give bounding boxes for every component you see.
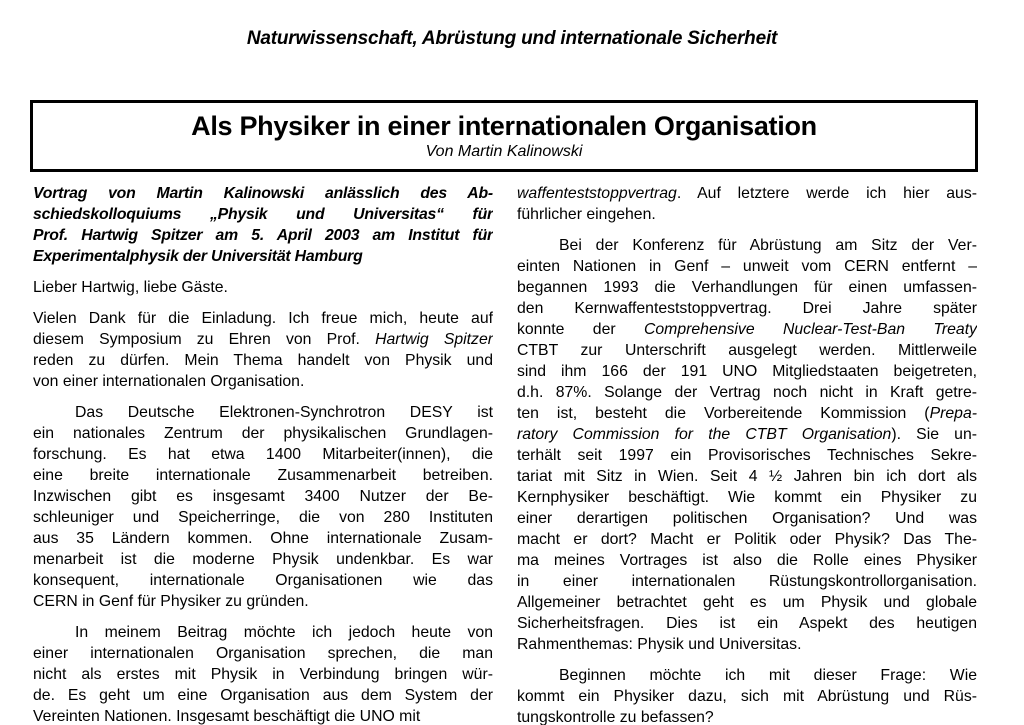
paragraph [33, 277, 493, 298]
running-header-text: Naturwissenschaft, Abrüstung und internationale Sicherheit [246, 28, 778, 49]
text-line: Prof. Hartwig Spitzer am 5. April 2003 am Institut für [33, 227, 493, 244]
text-line: Kernphysiker beschäftigt. Wie kommt ein Physiker zu [517, 489, 977, 506]
text-line: de. Es geht um eine Organisation aus dem System der [33, 687, 493, 704]
text-line: tungskontrolle zu befassen? [517, 709, 714, 725]
text-line: schleuniger und Speicherringe, die von 280 Instituten [33, 509, 493, 526]
text-line: Rahmenthemas: Physik und Universitas. [517, 636, 802, 653]
text-line: einten Nationen in Genf – unweit vom CERN entfernt – [517, 258, 977, 275]
text-line: Vielen Dank für die Einladung. Ich freue mich, heute auf [33, 310, 493, 327]
paragraph [517, 183, 977, 225]
text-line: konsequent, internationale Organisationen wie das [33, 572, 493, 589]
left-column [33, 183, 493, 725]
text-line: Bei der Konferenz für Abrüstung am Sitz der Ver- [559, 237, 977, 254]
text-line: Das Deutsche Elektronen-Synchrotron DESY ist [75, 404, 493, 421]
text-line: Sicherheitsfragen. Dies ist ein Aspekt des heutigen [517, 615, 977, 632]
text-line: Inzwischen gibt es insgesamt 3400 Nutzer der Be- [33, 488, 493, 505]
right-column [517, 183, 977, 725]
paragraph [517, 235, 977, 655]
text-line: begannen 1993 die Verhandlungen für einen umfassen- [517, 279, 977, 296]
text-line: von einer internationalen Organisation. [33, 373, 305, 390]
text-line: nicht als erstes mit Physik in Verbindung bringen wür- [33, 666, 493, 683]
text-line: ein nationales Zentrum der physikalischen Grundlagen- [33, 425, 493, 442]
text-line: Beginnen möchte ich mit dieser Frage: Wie [559, 667, 977, 684]
text-line: schiedskolloquiums „Physik und Universitas“ für [33, 206, 493, 223]
italic-text: Comprehensive Nuclear-Test-Ban Treaty [643, 321, 977, 338]
article-body [33, 183, 977, 725]
text-line: den Kernwaffenteststoppvertrag. Drei Jahre später [517, 300, 977, 317]
text-line: einer derartigen politischen Organisation? Und was [517, 510, 977, 527]
text-line: kommt ein Physiker dazu, sich mit Abrüstung und Rüs- [517, 688, 977, 705]
text-line: einer internationalen Organisation sprechen, die man [33, 645, 493, 662]
article-title: Als Physiker in einer internationalen Organisation [191, 111, 817, 141]
text-line: waffenteststoppvertrag. Auf letztere werde ich hier aus- [517, 185, 977, 202]
text-line: konnte der Comprehensive Nuclear-Test-Ban Treaty [517, 321, 977, 338]
text-line: Vereinten Nationen. Insgesamt beschäftigt die UNO mit [33, 708, 421, 725]
italic-text: Prepa- [929, 405, 977, 422]
text-line: diesem Symposium zu Ehren von Prof. Hartwig Spitzer [33, 331, 493, 348]
text-line: Allgemeiner betrachtet geht es um Physik und globale [517, 594, 977, 611]
text-line: ma meines Vortrages ist also die Rolle eines Physiker [517, 552, 977, 569]
italic-text: Hartwig Spitzer [375, 331, 493, 348]
text-line: tariat mit Sitz in Wien. Seit 4 ½ Jahren bin ich dort als [517, 468, 977, 485]
paragraph [517, 665, 977, 725]
text-line: In meinem Beitrag möchte ich jedoch heute von [75, 624, 493, 641]
paragraph [33, 622, 493, 725]
running-header [0, 28, 1024, 50]
text-line: Lieber Hartwig, liebe Gäste. [33, 279, 228, 296]
text-line: macht er dort? Macht er Politik oder Physik? Das The- [517, 531, 977, 548]
article-byline: Von Martin Kalinowski [425, 143, 583, 160]
italic-text: ratory Commission for the CTBT Organisation [517, 426, 892, 443]
paragraph [33, 402, 493, 612]
text-line: führlicher eingehen. [517, 206, 656, 223]
text-line: ten ist, besteht die Vorbereitende Kommission (Prepa- [517, 405, 977, 422]
text-line: terhält seit 1997 ein Provisorisches Technisches Sekre- [517, 447, 977, 464]
paragraph [33, 183, 493, 267]
text-line: aus 35 Ländern kommen. Ohne internationale Zusam- [33, 530, 493, 547]
text-line: d.h. 87%. Solange der Vertrag noch nicht in Kraft getre- [517, 384, 977, 401]
text-line: in einer internationalen Rüstungskontrollorganisation. [517, 573, 977, 590]
text-line: menarbeit ist die moderne Physik undenkbar. Es war [33, 551, 493, 568]
italic-text: waffenteststoppvertrag [517, 185, 677, 202]
text-line: Experimentalphysik der Universität Hamburg [33, 248, 363, 265]
article-title-box [30, 100, 978, 172]
text-line: sind ihm 166 der 191 UNO Mitgliedstaaten beigetreten, [517, 363, 977, 380]
text-line: eine breite internationale Zusammenarbeit betreiben. [33, 467, 493, 484]
paragraph [33, 308, 493, 392]
text-line: CERN in Genf für Physiker zu gründen. [33, 593, 309, 610]
text-line: Vortrag von Martin Kalinowski anlässlich des Ab- [33, 185, 493, 202]
text-line: reden zu dürfen. Mein Thema handelt von Physik und [33, 352, 493, 369]
text-line: forschung. Es hat etwa 1400 Mitarbeiter(innen), die [33, 446, 493, 463]
text-line: ratory Commission for the CTBT Organisation). Sie un- [517, 426, 977, 443]
text-line: CTBT zur Unterschrift ausgelegt werden. Mittlerweile [517, 342, 977, 359]
